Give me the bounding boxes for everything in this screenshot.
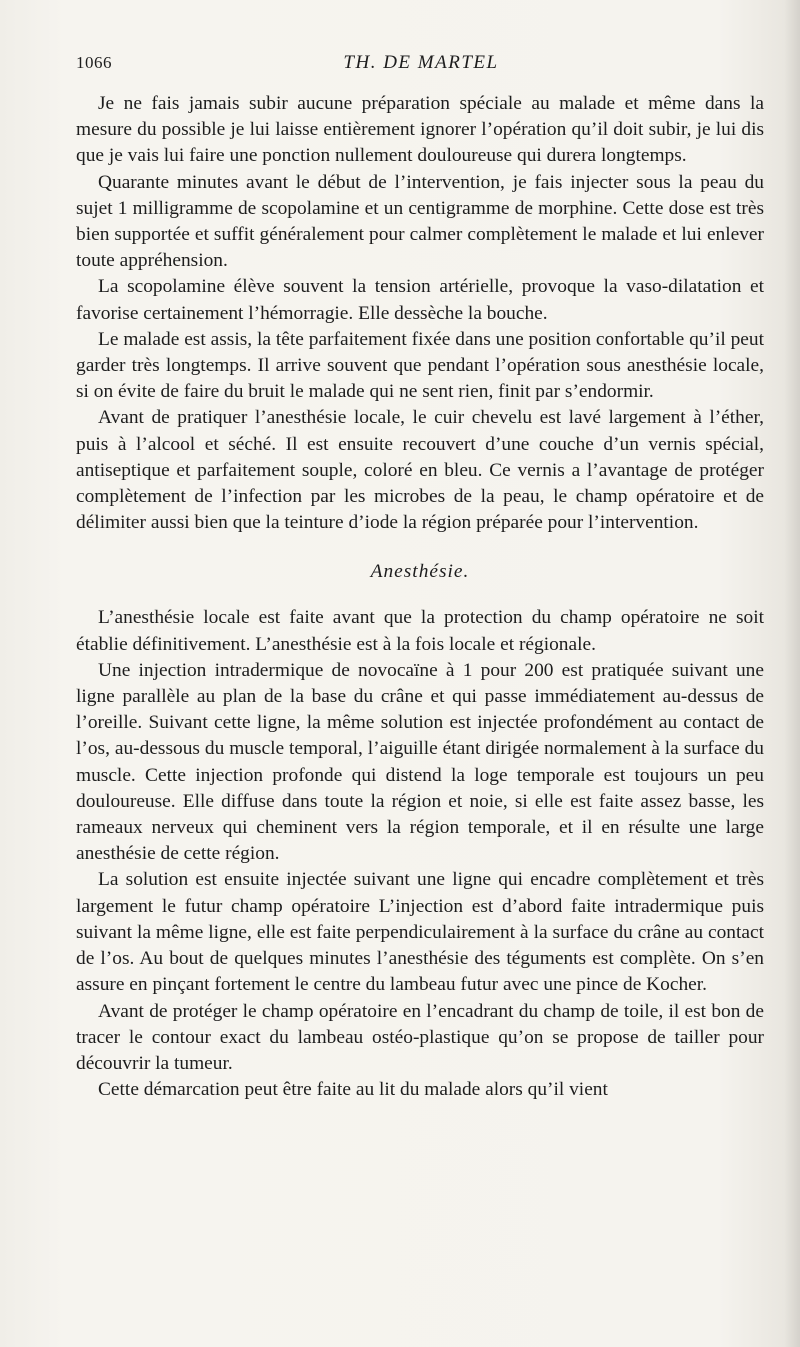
page-number: 1066 [76, 53, 112, 72]
page-body [76, 91, 764, 1103]
paragraph: Avant de pratiquer l’anesthésie locale, le cuir chevelu est lavé largement à l’éther, puis à l’alcool et séché. Il est ensuite recouvert d’une couche d’un vernis spécial, antiseptique et parfaitement souple, coloré en bleu. Ce vernis a l’avantage de protéger complètement de l’infection par les microbes de la peau, le champ opératoire et de délimiter aussi bien que la teinture d’iode la région préparée pour l’intervention. [76, 407, 764, 534]
paragraph: Cette démarcation peut être faite au lit du malade alors qu’il vient [98, 1079, 608, 1101]
section-heading: Anesthésie. [370, 561, 470, 583]
page-header [76, 50, 766, 80]
paragraph: Avant de protéger le champ opératoire en l’encadrant du champ de toile, il est bon de tracer le contour exact du lambeau ostéo-plastique qu’on se propose de tailler pour découvrir la tumeur. [76, 1000, 764, 1074]
paragraph: L’anesthésie locale est faite avant que la protection du champ opératoire ne soit établie définitivement. L’anesthésie est à la fois locale et régionale. [76, 607, 764, 655]
paragraph: Je ne fais jamais subir aucune préparation spéciale au malade et même dans la mesure du possible je lui laisse entièrement ignorer l’opération qu’il doit subir, je lui dis que je vais lui faire une ponction nullement douloureuse qui durera longtemps. [76, 93, 764, 167]
paragraph: Une injection intradermique de novocaïne à 1 pour 200 est pratiquée suivant une ligne parallèle au plan de la base du crâne et qui passe immédiatement au-dessus de l’oreille. Suivant cette ligne, la même solution est injectée profondément au contact de l’os, au-dessous du muscle temporal, l’aiguille étant dirigée normalement à la surface du muscle. Cette injection profonde qui distend la loge temporale est toujours un peu douloureuse. Elle diffuse dans toute la région et noie, si elle est faite assez basse, les rameaux nerveux qui cheminent vers la région temporale, et il en résulte une large anesthésie de cette région. [76, 659, 764, 865]
page-edge-shadow [784, 0, 800, 1347]
running-title: TH. DE MARTEL [343, 52, 499, 73]
paragraph: Le malade est assis, la tête parfaitement fixée dans une position confortable qu’il peut garder très longtemps. Il arrive souvent que pendant l’opération sous anesthésie locale, si on évite de faire du bruit le malade qui ne sent rien, finit par s’endormir. [76, 328, 764, 403]
paragraph: Quarante minutes avant le début de l’intervention, je fais injecter sous la peau du sujet 1 milligramme de scopolamine et un centigramme de morphine. Cette dose est très bien supportée et suffit généralement pour calmer complètement le malade et lui enlever toute appréhension. [76, 171, 764, 272]
paragraph: La scopolamine élève souvent la tension artérielle, provoque la vaso-dilatation et favorise certainement l’hémorragie. Elle dessèche la bouche. [76, 276, 764, 324]
paragraph: La solution est ensuite injectée suivant une ligne qui encadre complètement et très largement le futur champ opératoire L’injection est d’abord faite intradermique puis suivant la même ligne, elle est faite perpendiculairement à la surface du crâne au contact de l’os. Au bout de quelques minutes l’anesthésie des téguments est complète. On s’en assure en pinçant fortement le centre du lambeau futur avec une pince de Kocher. [76, 869, 764, 996]
